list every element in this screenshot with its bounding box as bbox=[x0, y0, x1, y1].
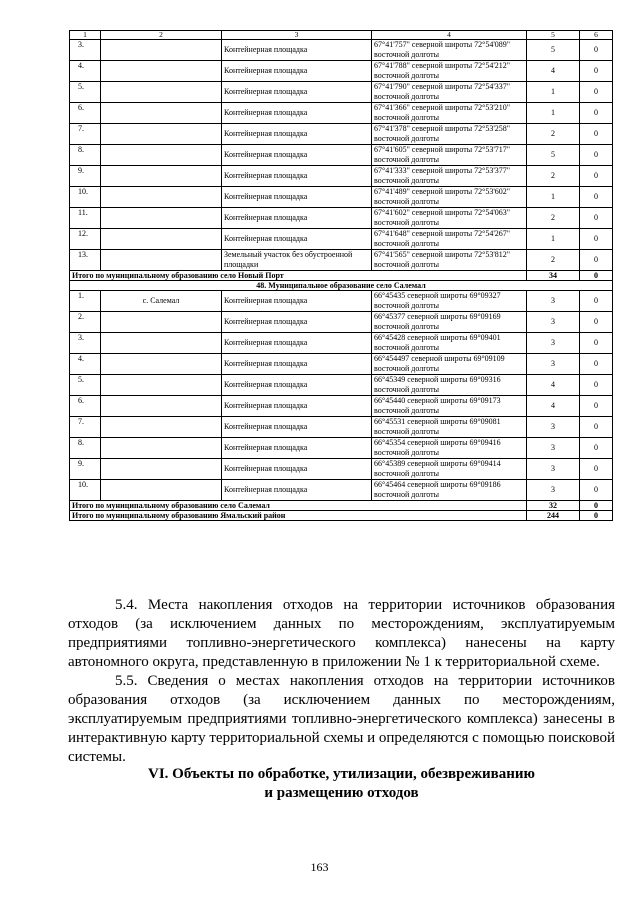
coordinates-cell: 66°45464 северной широты 69°09186 восточной долготы bbox=[372, 480, 527, 501]
settlement-cell bbox=[101, 480, 222, 501]
site-type-cell: Контейнерная площадка bbox=[222, 229, 372, 250]
site-type-cell: Контейнерная площадка bbox=[222, 187, 372, 208]
table-row bbox=[70, 480, 613, 501]
value-cell: 0 bbox=[580, 375, 613, 396]
settlement-cell bbox=[101, 166, 222, 187]
site-type-cell: Контейнерная площадка bbox=[222, 480, 372, 501]
count-cell: 4 bbox=[527, 396, 580, 417]
row-number: 5. bbox=[70, 82, 101, 103]
count-cell: 2 bbox=[527, 250, 580, 271]
count-cell: 2 bbox=[527, 124, 580, 145]
page-number: 163 bbox=[310, 860, 329, 874]
site-type-cell: Контейнерная площадка bbox=[222, 208, 372, 229]
coordinates-cell: 67°41'648" северной широты 72°54'267" восточной долготы bbox=[372, 229, 527, 250]
value-cell: 0 bbox=[580, 40, 613, 61]
site-type-cell: Контейнерная площадка bbox=[222, 312, 372, 333]
settlement-cell bbox=[101, 438, 222, 459]
coordinates-cell: 67°41'790" северной широты 72°54'337" восточной долготы bbox=[372, 82, 527, 103]
count-cell: 1 bbox=[527, 187, 580, 208]
total-count: 32 bbox=[527, 501, 580, 511]
coordinates-cell: 66°45440 северной широты 69°09173 восточной долготы bbox=[372, 396, 527, 417]
value-cell: 0 bbox=[580, 103, 613, 124]
coordinates-cell: 66°45377 северной широты 69°09169 восточной долготы bbox=[372, 312, 527, 333]
value-cell: 0 bbox=[580, 124, 613, 145]
column-number-header: 1 bbox=[70, 31, 101, 40]
coordinates-cell: 67°41'788" северной широты 72°54'212" восточной долготы bbox=[372, 61, 527, 82]
coordinates-cell: 66°45435 северной широты 69°09327 восточной долготы bbox=[372, 291, 527, 312]
settlement-cell bbox=[101, 208, 222, 229]
coordinates-cell: 67°41'605" северной широты 72°53'717" восточной долготы bbox=[372, 145, 527, 166]
paragraph-5-4: 5.4. Места накопления отходов на территории источников образования отходов (за исключением данных по месторождениям, эксплуатируемым предприятиями топливно-энергетического комплекса) нанесены на карту автономного округа, представленную в приложении № 1 к территориальной схеме. bbox=[68, 597, 615, 670]
site-type-cell: Контейнерная площадка bbox=[222, 40, 372, 61]
total-count: 34 bbox=[527, 271, 580, 281]
count-cell: 3 bbox=[527, 438, 580, 459]
table-row bbox=[70, 354, 613, 375]
table-row bbox=[70, 312, 613, 333]
row-number: 11. bbox=[70, 208, 101, 229]
site-type-cell: Контейнерная площадка bbox=[222, 145, 372, 166]
table-row bbox=[70, 103, 613, 124]
coordinates-cell: 67°41'489" северной широты 72°53'602" восточной долготы bbox=[372, 187, 527, 208]
settlement-cell bbox=[101, 124, 222, 145]
site-type-cell: Контейнерная площадка bbox=[222, 459, 372, 480]
count-cell: 1 bbox=[527, 229, 580, 250]
row-number: 6. bbox=[70, 396, 101, 417]
table-row bbox=[70, 145, 613, 166]
count-cell: 1 bbox=[527, 82, 580, 103]
value-cell: 0 bbox=[580, 166, 613, 187]
value-cell: 0 bbox=[580, 459, 613, 480]
row-number: 12. bbox=[70, 229, 101, 250]
count-cell: 2 bbox=[527, 208, 580, 229]
count-cell: 3 bbox=[527, 480, 580, 501]
settlement-cell bbox=[101, 250, 222, 271]
row-number: 7. bbox=[70, 124, 101, 145]
table-row bbox=[70, 61, 613, 82]
site-type-cell: Контейнерная площадка bbox=[222, 417, 372, 438]
site-type-cell: Контейнерная площадка bbox=[222, 354, 372, 375]
settlement-cell bbox=[101, 229, 222, 250]
section-heading-line1: VI. Объекты по обработке, утилизации, обезвреживанию bbox=[148, 766, 535, 782]
settlement-cell bbox=[101, 396, 222, 417]
site-type-cell: Контейнерная площадка bbox=[222, 82, 372, 103]
body-text bbox=[68, 596, 615, 767]
site-type-cell: Контейнерная площадка bbox=[222, 61, 372, 82]
coordinates-cell: 67°41'378" северной широты 72°53'258" восточной долготы bbox=[372, 124, 527, 145]
paragraph-5-5: 5.5. Сведения о местах накопления отходов на территории источников образования отходов (за исключением данных по месторождениям, эксплуатируемым предприятиями топливно-энергетического комплекса) занесены в интерактивную карту территориальной схемы и определяются с помощью поисковой системы. bbox=[68, 673, 615, 765]
count-cell: 3 bbox=[527, 459, 580, 480]
value-cell: 0 bbox=[580, 61, 613, 82]
count-cell: 3 bbox=[527, 291, 580, 312]
row-number: 6. bbox=[70, 103, 101, 124]
table-row bbox=[70, 40, 613, 61]
row-number: 7. bbox=[70, 417, 101, 438]
value-cell: 0 bbox=[580, 354, 613, 375]
value-cell: 0 bbox=[580, 187, 613, 208]
table-row bbox=[70, 208, 613, 229]
settlement-cell bbox=[101, 187, 222, 208]
section-heading bbox=[68, 765, 615, 803]
value-cell: 0 bbox=[580, 229, 613, 250]
total-label: Итого по муниципальному образованию Ямальский район bbox=[70, 511, 527, 521]
settlement-cell bbox=[101, 312, 222, 333]
column-number-header: 4 bbox=[372, 31, 527, 40]
row-number: 13. bbox=[70, 250, 101, 271]
coordinates-cell: 67°41'602" северной широты 72°54'063" восточной долготы bbox=[372, 208, 527, 229]
total-count: 244 bbox=[527, 511, 580, 521]
settlement-cell bbox=[101, 459, 222, 480]
settlement-cell bbox=[101, 103, 222, 124]
section-heading-line2: и размещению отходов bbox=[264, 785, 419, 801]
settlement-cell bbox=[101, 375, 222, 396]
row-number: 2. bbox=[70, 312, 101, 333]
site-type-cell: Контейнерная площадка bbox=[222, 103, 372, 124]
value-cell: 0 bbox=[580, 208, 613, 229]
row-number: 8. bbox=[70, 145, 101, 166]
row-number: 3. bbox=[70, 333, 101, 354]
table-row bbox=[70, 187, 613, 208]
value-cell: 0 bbox=[580, 480, 613, 501]
settlement-cell bbox=[101, 333, 222, 354]
row-number: 9. bbox=[70, 459, 101, 480]
table-row bbox=[70, 333, 613, 354]
settlement-cell: с. Салемал bbox=[101, 291, 222, 312]
table-row bbox=[70, 459, 613, 480]
coordinates-cell: 67°41'333" северной широты 72°53'377" восточной долготы bbox=[372, 166, 527, 187]
row-number: 4. bbox=[70, 354, 101, 375]
coordinates-cell: 66°45531 северной широты 69°09081 восточной долготы bbox=[372, 417, 527, 438]
column-number-header: 5 bbox=[527, 31, 580, 40]
row-number: 10. bbox=[70, 187, 101, 208]
waste-sites-table bbox=[69, 30, 613, 521]
coordinates-cell: 67°41'366" северной широты 72°53'210" восточной долготы bbox=[372, 103, 527, 124]
value-cell: 0 bbox=[580, 312, 613, 333]
count-cell: 3 bbox=[527, 354, 580, 375]
table-row bbox=[70, 82, 613, 103]
site-type-cell: Контейнерная площадка bbox=[222, 333, 372, 354]
value-cell: 0 bbox=[580, 333, 613, 354]
coordinates-cell: 66°45428 северной широты 69°09401 восточной долготы bbox=[372, 333, 527, 354]
table-row bbox=[70, 291, 613, 312]
table-row bbox=[70, 124, 613, 145]
table-row bbox=[70, 166, 613, 187]
row-number: 10. bbox=[70, 480, 101, 501]
table-row bbox=[70, 417, 613, 438]
settlement-cell bbox=[101, 417, 222, 438]
count-cell: 4 bbox=[527, 375, 580, 396]
table-row bbox=[70, 250, 613, 271]
count-cell: 4 bbox=[527, 61, 580, 82]
section-title-salemal: 48. Муниципальное образование село Салемал bbox=[70, 281, 613, 291]
total-row-novy-port bbox=[70, 271, 613, 281]
table-row bbox=[70, 229, 613, 250]
section-row bbox=[70, 281, 613, 291]
table-row bbox=[70, 438, 613, 459]
count-cell: 2 bbox=[527, 166, 580, 187]
row-number: 8. bbox=[70, 438, 101, 459]
column-number-header: 6 bbox=[580, 31, 613, 40]
row-number: 1. bbox=[70, 291, 101, 312]
site-type-cell: Контейнерная площадка bbox=[222, 124, 372, 145]
site-type-cell: Земельный участок без обустроенной площадки bbox=[222, 250, 372, 271]
value-cell: 0 bbox=[580, 417, 613, 438]
count-cell: 5 bbox=[527, 145, 580, 166]
site-type-cell: Контейнерная площадка bbox=[222, 396, 372, 417]
site-type-cell: Контейнерная площадка bbox=[222, 438, 372, 459]
value-cell: 0 bbox=[580, 396, 613, 417]
value-cell: 0 bbox=[580, 250, 613, 271]
row-number: 3. bbox=[70, 40, 101, 61]
total-row-salemal bbox=[70, 501, 613, 511]
column-number-header: 2 bbox=[101, 31, 222, 40]
table-row bbox=[70, 375, 613, 396]
settlement-cell bbox=[101, 354, 222, 375]
total-label: Итого по муниципальному образованию село Новый Порт bbox=[70, 271, 527, 281]
coordinates-cell: 66°454497 северной широты 69°09109 восточной долготы bbox=[372, 354, 527, 375]
count-cell: 1 bbox=[527, 103, 580, 124]
coordinates-cell: 66°45389 северной широты 69°09414 восточной долготы bbox=[372, 459, 527, 480]
row-number: 9. bbox=[70, 166, 101, 187]
waste-sites-table-wrap bbox=[69, 30, 612, 521]
coordinates-cell: 66°45349 северной широты 69°09316 восточной долготы bbox=[372, 375, 527, 396]
total-row-yamal-district bbox=[70, 511, 613, 521]
total-value: 0 bbox=[580, 501, 613, 511]
total-value: 0 bbox=[580, 271, 613, 281]
column-number-header: 3 bbox=[222, 31, 372, 40]
count-cell: 3 bbox=[527, 312, 580, 333]
settlement-cell bbox=[101, 145, 222, 166]
total-label: Итого по муниципальному образованию село Салемал bbox=[70, 501, 527, 511]
settlement-cell bbox=[101, 40, 222, 61]
table-row bbox=[70, 396, 613, 417]
table-header-row bbox=[70, 31, 613, 40]
site-type-cell: Контейнерная площадка bbox=[222, 291, 372, 312]
value-cell: 0 bbox=[580, 82, 613, 103]
count-cell: 3 bbox=[527, 333, 580, 354]
settlement-cell bbox=[101, 61, 222, 82]
settlement-cell bbox=[101, 82, 222, 103]
count-cell: 3 bbox=[527, 417, 580, 438]
count-cell: 5 bbox=[527, 40, 580, 61]
coordinates-cell: 66°45354 северной широты 69°09416 восточной долготы bbox=[372, 438, 527, 459]
row-number: 4. bbox=[70, 61, 101, 82]
value-cell: 0 bbox=[580, 438, 613, 459]
site-type-cell: Контейнерная площадка bbox=[222, 166, 372, 187]
row-number: 5. bbox=[70, 375, 101, 396]
total-value: 0 bbox=[580, 511, 613, 521]
value-cell: 0 bbox=[580, 145, 613, 166]
value-cell: 0 bbox=[580, 291, 613, 312]
coordinates-cell: 67°41'565" северной широты 72°53'812" восточной долготы bbox=[372, 250, 527, 271]
site-type-cell: Контейнерная площадка bbox=[222, 375, 372, 396]
coordinates-cell: 67°41'757" северной широты 72°54'089" восточной долготы bbox=[372, 40, 527, 61]
